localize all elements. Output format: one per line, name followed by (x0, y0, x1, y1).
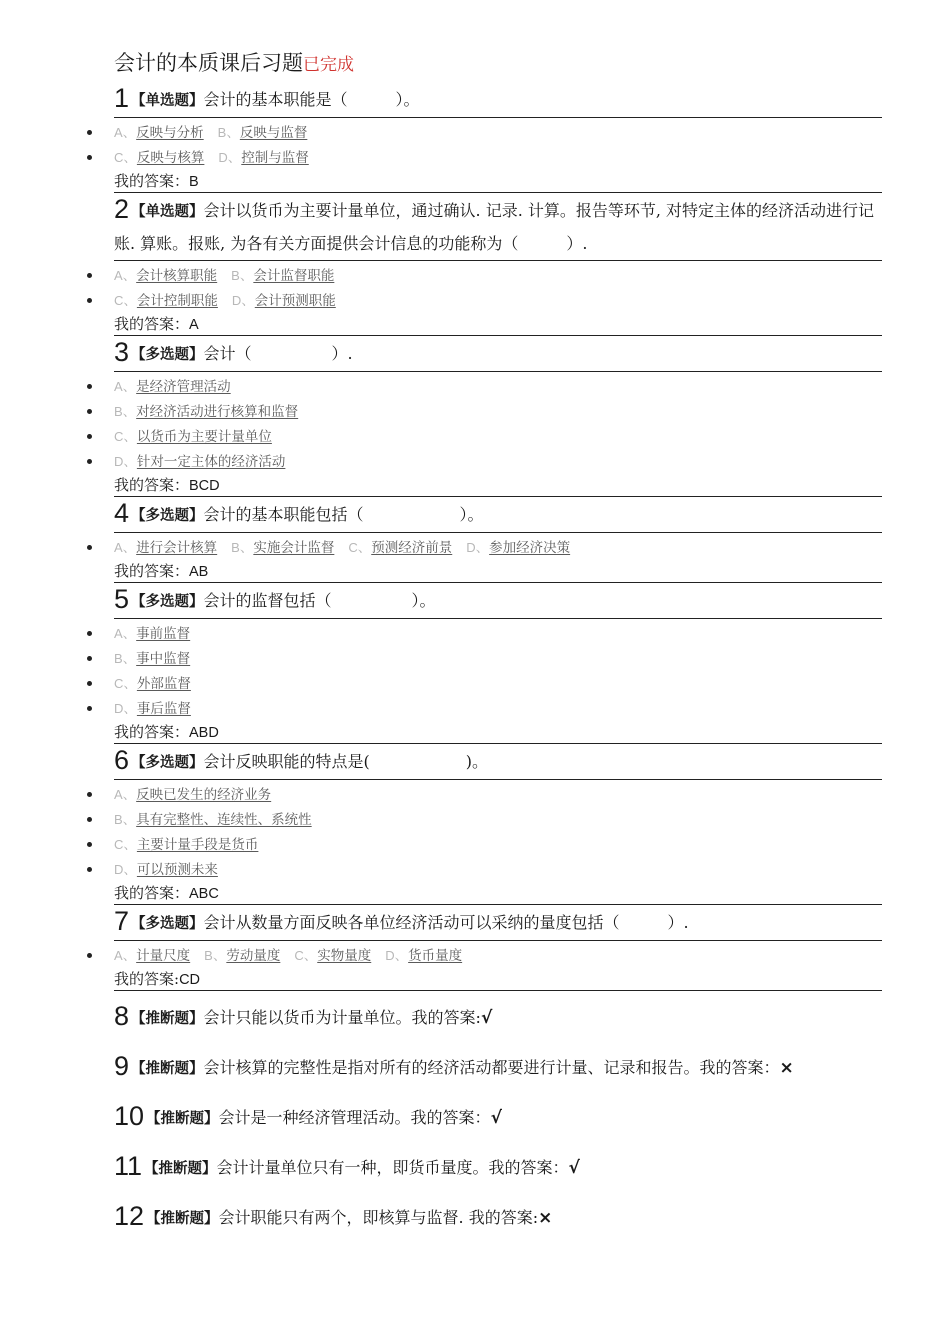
divider-line (114, 532, 882, 533)
option-row (114, 449, 882, 474)
option-letter: D (218, 150, 228, 165)
option-row (114, 832, 882, 857)
option-separator: 、 (226, 125, 240, 141)
option-separator: 、 (394, 948, 409, 964)
option-text[interactable]: 事中监督 (136, 651, 191, 667)
option-letter: B (114, 812, 123, 827)
answer-value: B (189, 174, 199, 190)
question-stem: 会计计量单位只有一种，即货币量度。我的答案： (216, 1158, 569, 1177)
question-header (114, 744, 882, 779)
option-d[interactable] (466, 540, 570, 556)
option-text[interactable]: 参加经济决策 (489, 540, 571, 556)
option-row (114, 782, 882, 807)
option-a[interactable] (114, 948, 190, 964)
option-text[interactable]: 主要计量手段是货币 (136, 837, 259, 853)
option-separator: 、 (241, 293, 255, 309)
option-d[interactable] (385, 948, 462, 964)
option-letter: D (114, 454, 124, 469)
option-row (114, 120, 882, 145)
option-separator: 、 (122, 540, 137, 556)
option-row (114, 857, 882, 882)
option-letter: C (114, 676, 124, 691)
option-separator: 、 (122, 125, 137, 141)
question-block (114, 744, 882, 905)
question-number: 2 (114, 194, 130, 224)
option-list (114, 621, 882, 721)
question-type: 【单选题】 (131, 92, 204, 109)
option-c[interactable] (114, 676, 191, 692)
judgement-list (114, 991, 882, 1241)
question-type: 【多选题】 (131, 915, 204, 932)
option-text[interactable]: 反映与分析 (136, 125, 204, 141)
judgement-question (114, 1091, 882, 1141)
option-text[interactable]: 计量尺度 (136, 948, 191, 964)
divider-line (114, 260, 882, 261)
question-number: 8 (114, 1001, 130, 1031)
option-letter: C (114, 837, 124, 852)
option-c[interactable] (114, 429, 272, 445)
question-number: 7 (114, 906, 130, 936)
question-stem: 会计以货币为主要计量单位，通过确认. 记录. 计算。报告等环节, 对特定主体的经济活动进行记账. 算账。报账, 为各有关方面提供会计信息的功能称为（ ）. (114, 201, 875, 253)
option-list (114, 374, 882, 474)
option-letter: A (114, 626, 123, 641)
option-separator: 、 (123, 293, 137, 309)
answer-value: CD (179, 972, 201, 988)
option-row (114, 807, 882, 832)
my-answer (114, 882, 882, 904)
question-type: 【多选题】 (131, 593, 204, 610)
option-letter: C (348, 540, 358, 555)
question-block (114, 336, 882, 497)
question-type: 【推断题】 (146, 1210, 219, 1227)
divider-line (114, 940, 882, 941)
option-text[interactable]: 会计监督职能 (253, 268, 335, 284)
option-separator: 、 (122, 651, 137, 667)
option-separator: 、 (239, 268, 254, 284)
option-list (114, 263, 882, 313)
option-text[interactable]: 反映与核算 (136, 150, 205, 166)
question-stem: 会计从数量方面反映各单位经济活动可以采纳的量度包括（ ）. (203, 913, 689, 932)
my-answer (114, 170, 882, 192)
option-separator: 、 (122, 812, 137, 828)
option-text[interactable]: 外部监督 (136, 676, 191, 692)
option-b[interactable] (218, 125, 308, 141)
question-stem: 会计的基本职能包括（ ）。 (203, 505, 484, 524)
question-number: 12 (114, 1201, 145, 1231)
option-d[interactable] (114, 862, 218, 878)
option-a[interactable] (114, 626, 190, 642)
option-b[interactable] (114, 404, 298, 420)
option-text[interactable]: 事前监督 (136, 626, 191, 642)
option-separator: 、 (123, 429, 137, 445)
answer-mark: √ (568, 1158, 580, 1178)
option-letter: B (231, 268, 240, 283)
option-d[interactable] (218, 150, 308, 166)
question-header (114, 497, 882, 532)
option-separator: 、 (357, 540, 372, 556)
question-type: 【推断题】 (131, 1060, 204, 1077)
option-text[interactable]: 可以预测未来 (136, 862, 218, 878)
judgement-question (114, 1041, 882, 1091)
option-text[interactable]: 事后监督 (136, 701, 191, 717)
question-stem: 会计的监督包括（ ）。 (203, 591, 436, 610)
option-separator: 、 (123, 676, 137, 692)
option-letter: A (114, 948, 123, 963)
option-row (114, 535, 882, 560)
option-separator: 、 (123, 837, 137, 853)
option-b[interactable] (204, 948, 280, 964)
option-text[interactable]: 会计控制职能 (136, 293, 218, 309)
option-text[interactable]: 实物量度 (317, 948, 372, 964)
option-c[interactable] (114, 293, 218, 309)
option-d[interactable] (232, 293, 336, 309)
question-block (114, 497, 882, 583)
my-answer (114, 474, 882, 496)
question-number: 5 (114, 584, 130, 614)
option-separator: 、 (122, 787, 137, 803)
option-row (114, 399, 882, 424)
question-number: 4 (114, 498, 130, 528)
question-header (114, 905, 882, 940)
option-a[interactable] (114, 268, 217, 284)
answer-label: 我的答案： (114, 172, 190, 190)
question-stem: 会计核算的完整性是指对所有的经济活动都要进行计量、记录和报告。我的答案： (203, 1058, 780, 1077)
answer-mark: √ (490, 1108, 502, 1128)
option-text[interactable]: 以货币为主要计量单位 (136, 429, 272, 445)
option-letter: C (114, 293, 124, 308)
option-letter: D (385, 948, 395, 963)
option-list (114, 535, 882, 560)
option-list (114, 120, 882, 170)
option-separator: 、 (212, 948, 227, 964)
question-type: 【多选题】 (131, 507, 204, 524)
option-separator: 、 (122, 948, 137, 964)
question-block (114, 583, 882, 744)
option-c[interactable] (114, 150, 204, 166)
my-answer (114, 313, 882, 335)
divider-line (114, 990, 882, 991)
option-letter: B (114, 404, 123, 419)
question-stem: 会计（ ）. (203, 344, 353, 363)
answer-label: 我的答案： (114, 884, 190, 902)
option-a[interactable] (114, 125, 204, 141)
option-letter: B (231, 540, 240, 555)
option-separator: 、 (122, 626, 137, 642)
option-letter: B (204, 948, 213, 963)
option-separator: 、 (123, 150, 137, 166)
option-separator: 、 (122, 404, 137, 420)
judgement-question (114, 1141, 882, 1191)
option-separator: 、 (227, 150, 242, 166)
option-text[interactable]: 实施会计监督 (253, 540, 335, 556)
question-number: 3 (114, 337, 130, 367)
option-separator: 、 (123, 701, 137, 717)
answer-value: ABC (189, 886, 219, 902)
question-number: 6 (114, 745, 130, 775)
option-list (114, 943, 882, 968)
option-letter: D (114, 701, 124, 716)
option-b[interactable] (231, 268, 334, 284)
option-letter: C (114, 429, 124, 444)
option-c[interactable] (348, 540, 452, 556)
option-row (114, 263, 882, 288)
option-row (114, 145, 882, 170)
option-text[interactable]: 会计预测职能 (254, 293, 336, 309)
option-d[interactable] (114, 454, 285, 470)
option-b[interactable] (114, 651, 190, 667)
question-number: 11 (114, 1151, 143, 1181)
question-list (114, 82, 882, 991)
divider-line (114, 371, 882, 372)
question-stem: 会计反映职能的特点是( )。 (203, 752, 489, 771)
option-text[interactable]: 控制与监督 (241, 150, 309, 166)
option-text[interactable]: 货币量度 (408, 948, 463, 964)
option-row (114, 696, 882, 721)
question-type: 【单选题】 (131, 203, 204, 220)
answer-value: A (189, 317, 199, 333)
option-b[interactable] (231, 540, 334, 556)
question-number: 1 (114, 83, 130, 113)
option-letter: A (114, 540, 123, 555)
question-header (114, 82, 882, 117)
answer-label: 我的答案： (114, 723, 190, 741)
answer-label: 我的答案： (114, 562, 190, 580)
option-text[interactable]: 具有完整性、连续性、系统性 (136, 812, 312, 828)
answer-mark: √ (480, 1008, 493, 1028)
completion-status: 已完成 (303, 55, 354, 75)
answer-value: BCD (189, 478, 220, 494)
divider-line (114, 117, 882, 118)
option-letter: A (114, 787, 123, 802)
option-row (114, 374, 882, 399)
question-type: 【多选题】 (131, 754, 204, 771)
my-answer (114, 721, 882, 743)
question-type: 【多选题】 (131, 346, 204, 363)
option-text[interactable]: 针对一定主体的经济活动 (136, 454, 286, 470)
option-text[interactable]: 反映已发生的经济业务 (136, 787, 272, 803)
option-text[interactable]: 预测经济前景 (371, 540, 453, 556)
judgement-question (114, 1191, 882, 1241)
option-row (114, 943, 882, 968)
option-letter: A (114, 379, 123, 394)
option-separator: 、 (122, 379, 137, 395)
option-letter: A (114, 125, 123, 140)
option-c[interactable] (294, 948, 371, 964)
answer-label: 我的答案: (114, 970, 180, 988)
option-text[interactable]: 会计核算职能 (136, 268, 218, 284)
option-a[interactable] (114, 540, 217, 556)
option-a[interactable] (114, 787, 271, 803)
option-letter: C (114, 150, 124, 165)
question-header (114, 336, 882, 371)
option-row (114, 646, 882, 671)
option-separator: 、 (303, 948, 318, 964)
option-row (114, 288, 882, 313)
option-list (114, 782, 882, 882)
option-c[interactable] (114, 837, 258, 853)
question-stem: 会计只能以货币为计量单位。我的答案: (203, 1008, 481, 1027)
page-title-row (114, 48, 882, 78)
question-type: 【推断题】 (144, 1160, 217, 1177)
option-text[interactable]: 是经济管理活动 (136, 379, 231, 395)
answer-label: 我的答案： (114, 476, 190, 494)
option-letter: D (466, 540, 476, 555)
option-letter: D (231, 293, 242, 308)
option-separator: 、 (122, 268, 137, 284)
page-title: 会计的本质课后习题 (114, 51, 303, 75)
judgement-question (114, 991, 882, 1041)
question-number: 9 (114, 1051, 130, 1081)
option-letter: C (294, 948, 304, 963)
answer-value: AB (189, 564, 209, 580)
my-answer (114, 560, 882, 582)
question-header (114, 193, 882, 260)
question-type: 【推断题】 (131, 1010, 204, 1027)
option-text[interactable]: 劳动量度 (226, 948, 281, 964)
option-separator: 、 (123, 862, 137, 878)
option-row (114, 621, 882, 646)
option-row (114, 671, 882, 696)
answer-value: ABD (189, 725, 219, 741)
question-block (114, 82, 882, 193)
quiz-page (114, 48, 882, 1241)
option-text[interactable]: 进行会计核算 (136, 540, 218, 556)
option-separator: 、 (239, 540, 254, 556)
question-block (114, 193, 882, 336)
answer-label: 我的答案： (114, 315, 190, 333)
option-separator: 、 (123, 454, 137, 470)
question-number: 10 (114, 1101, 145, 1131)
option-d[interactable] (114, 701, 191, 717)
question-block (114, 905, 882, 991)
option-letter: D (114, 862, 124, 877)
my-answer (114, 968, 882, 990)
answer-mark: × (538, 1208, 553, 1228)
divider-line (114, 779, 882, 780)
option-letter: B (114, 651, 123, 666)
option-row (114, 424, 882, 449)
answer-mark: × (779, 1058, 794, 1078)
option-b[interactable] (114, 812, 312, 828)
option-separator: 、 (475, 540, 490, 556)
option-a[interactable] (114, 379, 231, 395)
option-letter: B (217, 125, 227, 140)
question-stem: 会计职能只有两个，即核算与监督. 我的答案: (218, 1208, 539, 1227)
question-stem: 会计是一种经济管理活动。我的答案： (218, 1108, 491, 1127)
question-header (114, 583, 882, 618)
option-text[interactable]: 反映与监督 (239, 125, 308, 141)
question-stem: 会计的基本职能是（ ）。 (203, 90, 420, 109)
option-letter: A (114, 268, 123, 283)
divider-line (114, 618, 882, 619)
question-type: 【推断题】 (146, 1110, 219, 1127)
option-text[interactable]: 对经济活动进行核算和监督 (136, 404, 299, 420)
